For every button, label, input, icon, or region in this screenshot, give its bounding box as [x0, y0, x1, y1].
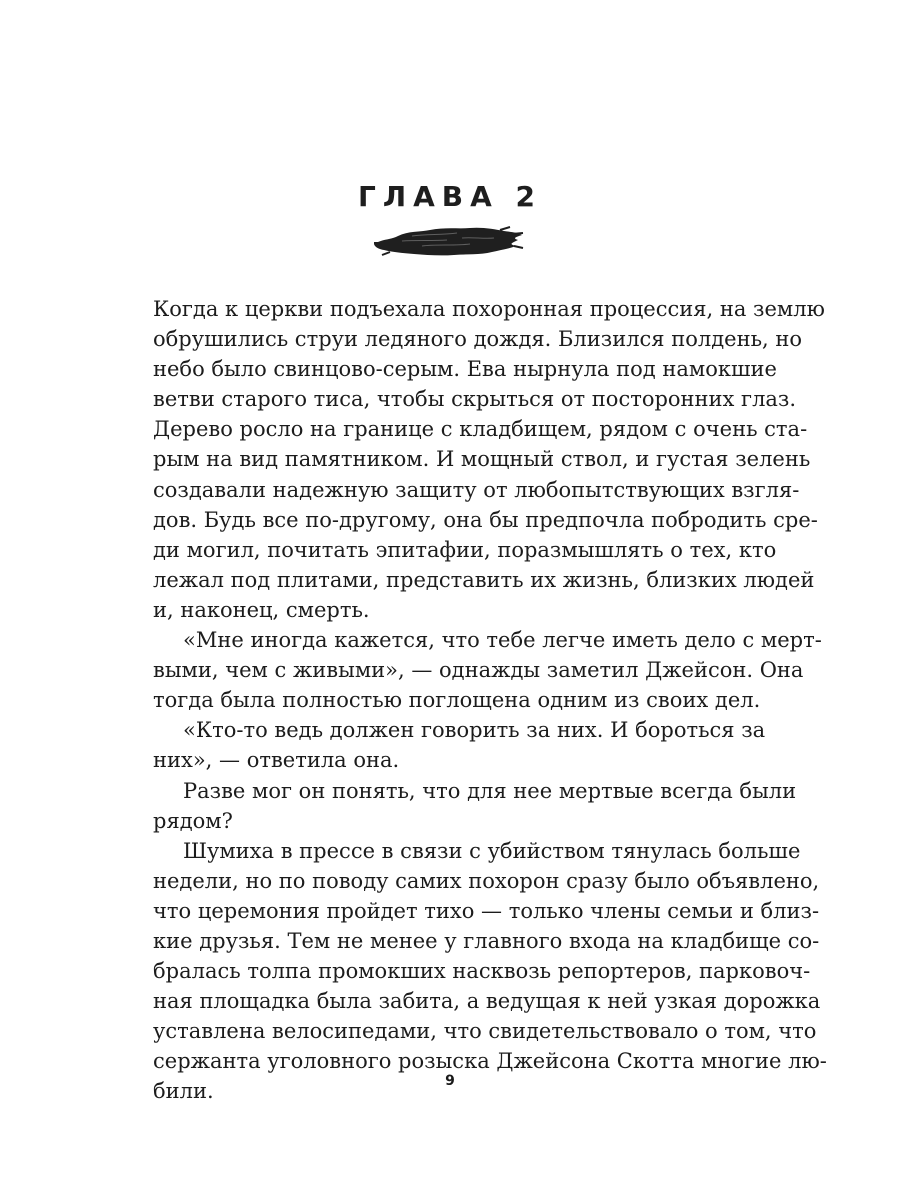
- text-line: бралась толпа промокших насквозь репортеров, парковоч-: [153, 959, 811, 984]
- brush-stroke-ornament: [372, 222, 524, 262]
- text-line: кие друзья. Тем не менее у главного входа на кладбище со-: [153, 928, 820, 953]
- chapter-body-text: [153, 294, 827, 1107]
- text-line: рым на вид памятником. И мощный ствол, и густая зелень: [153, 447, 811, 472]
- text-line: Разве мог он понять, что для нее мертвые всегда были: [183, 778, 797, 803]
- text-line: дов. Будь все по-другому, она бы предпочла побродить сре-: [153, 507, 818, 532]
- text-line: недели, но по поводу самих похорон сразу было объявлено,: [153, 868, 820, 893]
- text-line: небо было свинцово-серым. Ева нырнула под намокшие: [153, 357, 777, 382]
- text-line: Дерево росло на границе с кладбищем, рядом с очень ста-: [153, 417, 808, 442]
- page-number: 9: [445, 1073, 455, 1089]
- text-line: и, наконец, смерть.: [153, 597, 370, 622]
- text-line: выми, чем с живыми», — однажды заметил Джейсон. Она: [153, 658, 804, 683]
- text-line: Когда к церкви подъехала похоронная процессия, на землю: [153, 297, 825, 321]
- text-line: ветви старого тиса, чтобы скрыться от посторонних глаз.: [153, 387, 797, 412]
- text-line: тогда была полностью поглощена одним из своих дел.: [153, 688, 761, 713]
- text-line: били.: [153, 1079, 214, 1104]
- text-line: обрушились струи ледяного дождя. Близился полдень, но: [153, 327, 802, 352]
- text-line: лежал под плитами, представить их жизнь, близких людей: [153, 567, 815, 592]
- text-line: Шумиха в прессе в связи с убийством тянулась больше: [183, 838, 801, 863]
- text-line: ная площадка была забита, а ведущая к ней узкая дорожка: [153, 989, 821, 1014]
- chapter-title: ГЛАВА 2: [357, 180, 542, 213]
- text-line: сержанта уголовного розыска Джейсона Скотта многие лю-: [153, 1049, 827, 1074]
- text-line: «Кто-то ведь должен говорить за них. И бороться за: [183, 718, 766, 743]
- text-line: «Мне иногда кажется, что тебе легче иметь дело с мерт-: [183, 628, 822, 653]
- text-line: них», — ответила она.: [153, 748, 400, 773]
- text-line: рядом?: [153, 808, 233, 833]
- text-line: что церемония пройдет тихо — только члены семьи и близ-: [153, 898, 820, 923]
- text-line: ди могил, почитать эпитафии, поразмышлять о тех, кто: [153, 537, 777, 562]
- text-line: уставлена велосипедами, что свидетельствовало о том, что: [153, 1019, 817, 1044]
- text-line: создавали надежную защиту от любопытствующих взгля-: [153, 477, 800, 502]
